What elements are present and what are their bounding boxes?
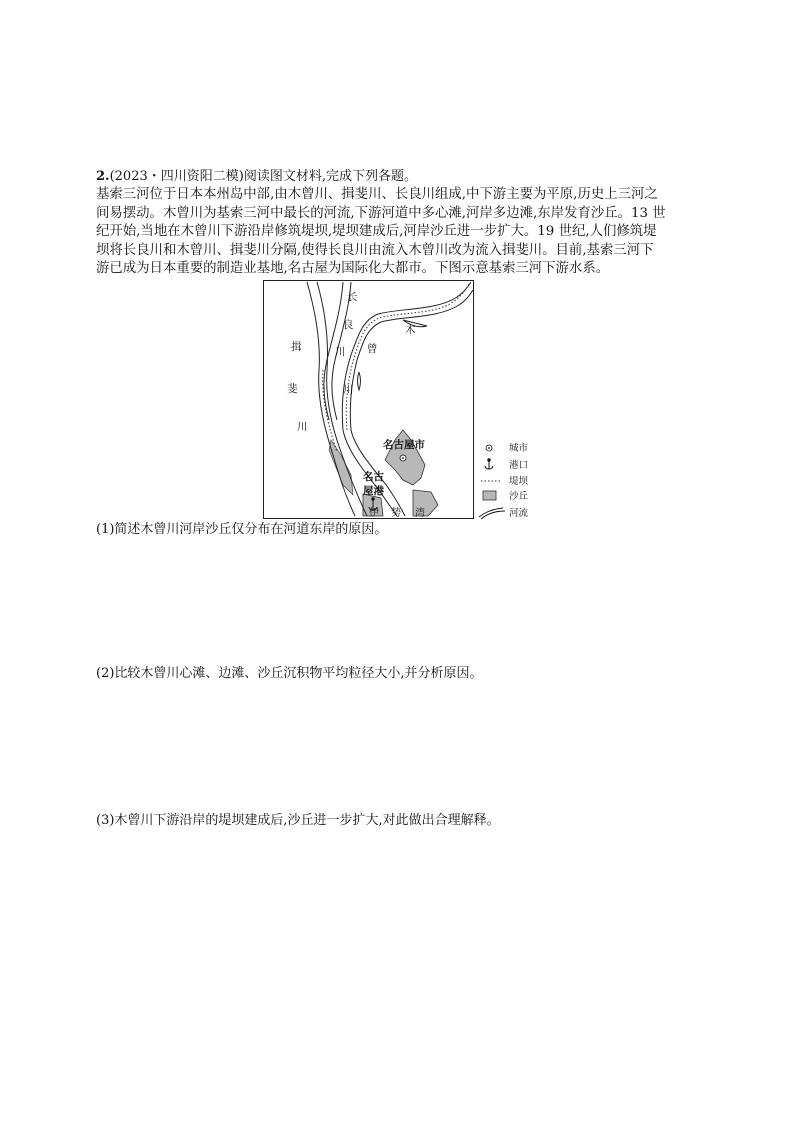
nagara-label-3: 川 — [335, 346, 346, 358]
legend-city-label: 城市 — [509, 443, 529, 454]
ise-bay-label-2: 势 — [391, 508, 401, 519]
sub-question-2: (2)比较木曾川心滩、边滩、沙丘沉积物平均粒径大小,并分析原因。 — [96, 666, 483, 681]
ibi-label-1: 揖 — [291, 341, 302, 353]
legend-dune-icon — [483, 491, 496, 500]
legend-port-icon — [485, 459, 493, 469]
passage-line: 间易摆动。木曾川为基索三河中最长的河流,下游河道中多心滩,河岸多边滩,东岸发育沙丘。13 世 — [96, 205, 666, 221]
legend-city-icon — [486, 445, 492, 451]
kiso-label-1: 木 — [405, 324, 416, 336]
passage-line: 基索三河位于日本本州岛中部,由木曾川、揖斐川、长良川组成,中下游主要为平原,历史上三河之 — [96, 187, 658, 202]
passage-line: 坝将长良川和木曾川、揖斐川分隔,使得长良川由流入木曾川改为流入揖斐川。目前,基索三河下 — [96, 242, 654, 258]
question-source: (2023・四川资阳二模) — [109, 169, 244, 184]
legend-river-icon — [479, 508, 505, 519]
nagoya-port-label-2: 屋港 — [363, 485, 384, 497]
legend-dune-label: 沙丘 — [509, 491, 529, 502]
passage-line: 纪开始,当地在木曾川下游沿岸修筑堤坝,堤坝建成后,河岸沙丘进一步扩大。19 世纪,人们修筑堤 — [96, 224, 657, 239]
kiso-label-2: 曾 — [367, 343, 378, 355]
ise-bay-label-1: 伊 — [369, 508, 379, 519]
question-number: 2. — [96, 169, 110, 184]
question-header — [96, 168, 417, 186]
nagara-label-2: 良 — [343, 319, 354, 331]
river-system-map — [263, 280, 543, 520]
map-legend — [479, 442, 529, 519]
kiso-label-3: 川 — [343, 384, 354, 396]
legend-dam-label: 堤坝 — [509, 476, 529, 487]
passage-line: 游已成为日本重要的制造业基地,名古屋为国际化大都市。下图示意基索三河下游水系。 — [96, 261, 610, 276]
question-instruction: 阅读图文材料,完成下列各题。 — [243, 169, 417, 184]
sub-question-3: (3)木曾川下游沿岸的堤坝建成后,沙丘进一步扩大,对此做出合理解释。 — [96, 813, 500, 828]
legend-river-label: 河流 — [509, 508, 529, 519]
sub-question-1: (1)简述木曾川河岸沙丘仅分布在河道东岸的原因。 — [96, 522, 388, 537]
legend-port-label: 港口 — [509, 460, 529, 471]
nagara-label-1: 长 — [347, 291, 358, 303]
material-passage — [96, 186, 700, 279]
city-marker-icon — [400, 455, 406, 461]
ise-bay-label-3: 湾 — [415, 508, 425, 519]
ibi-label-3: 川 — [297, 421, 308, 433]
nagoya-port-label-1: 名古 — [363, 471, 384, 483]
nagoya-city-label: 名古屋市 — [383, 439, 425, 451]
ibi-label-2: 斐 — [287, 383, 298, 395]
